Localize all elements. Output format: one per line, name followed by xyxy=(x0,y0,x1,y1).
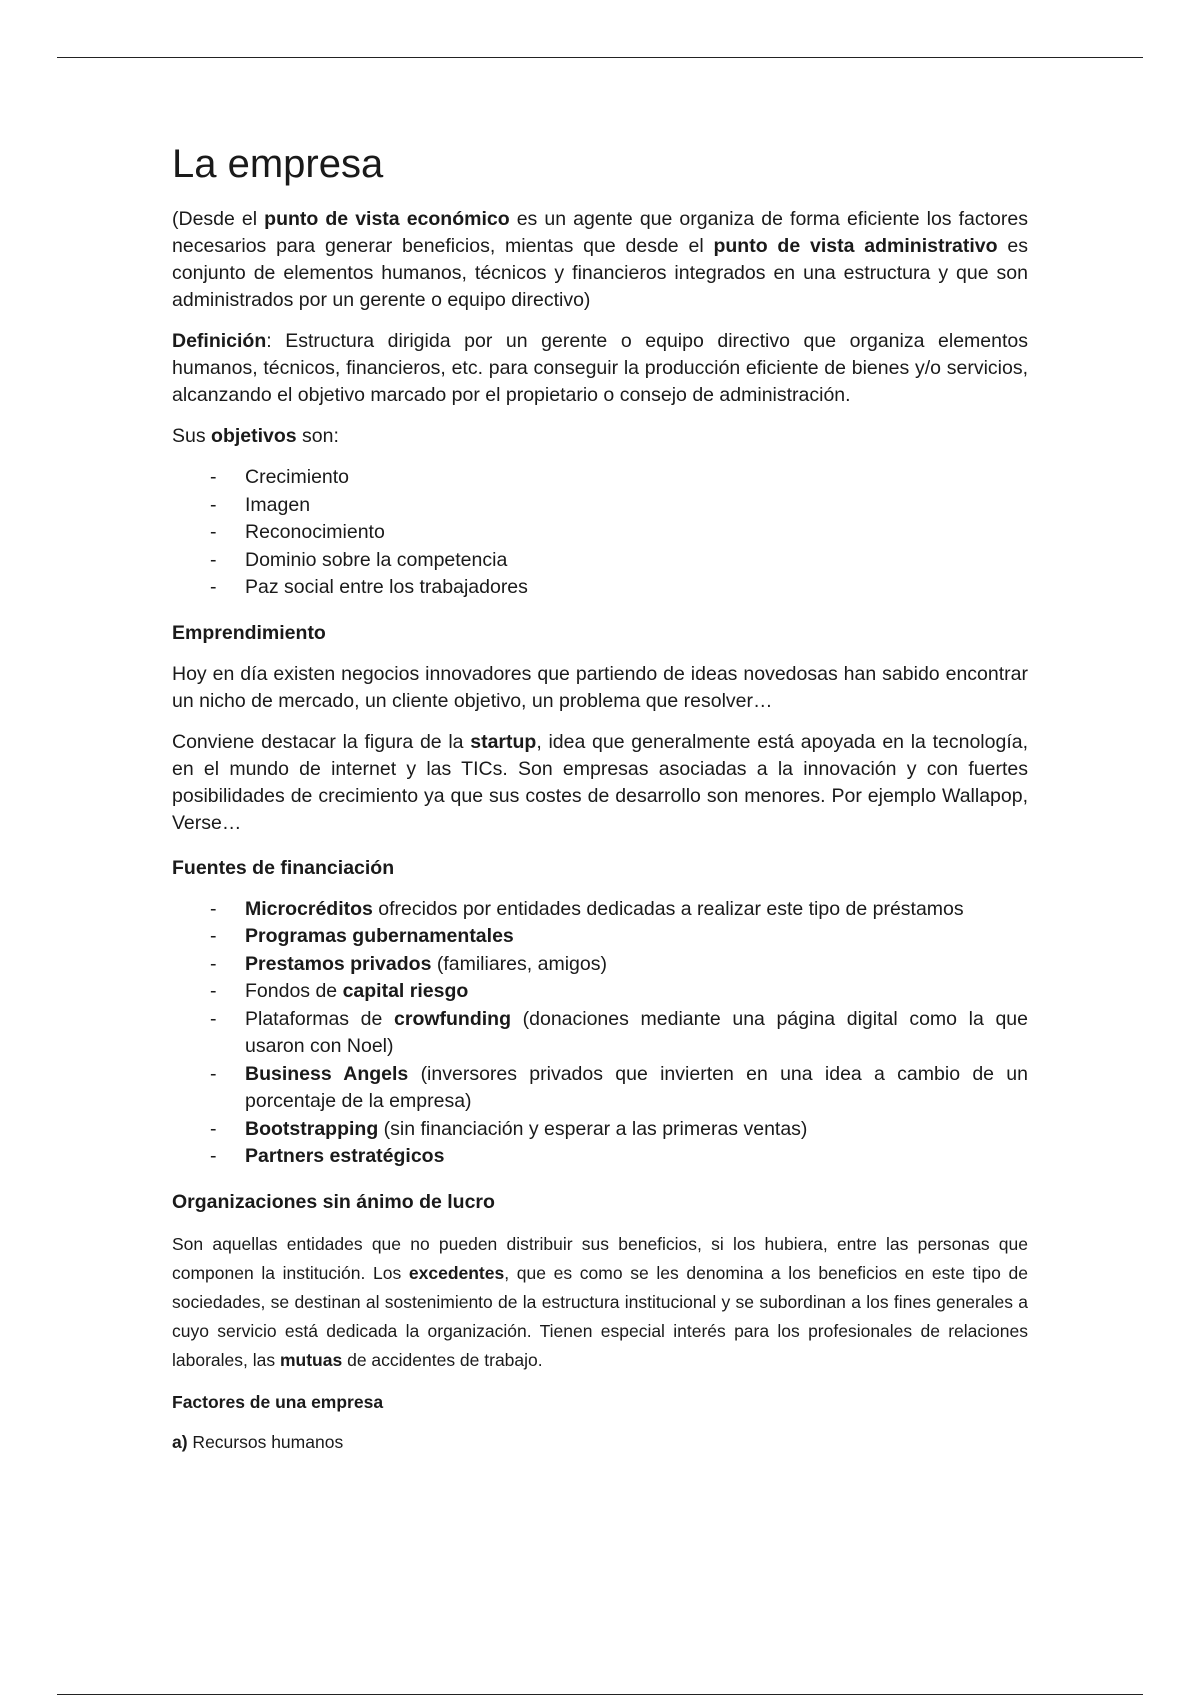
emprendimiento-paragraph-1: Hoy en día existen negocios innovadores que partiendo de ideas novedosas han sabido encontrar un nicho de mercado, un cliente objetivo, un problema que resolver… xyxy=(172,662,1028,712)
item-bold: crowfunding xyxy=(394,1007,511,1030)
list-item: - Imagen xyxy=(172,492,1028,520)
item-bold: Partners estratégicos xyxy=(245,1145,445,1167)
intro-bold: punto de vista económico xyxy=(264,208,510,230)
item-bold: Business Angels xyxy=(245,1062,409,1085)
item-bold: Prestamos privados xyxy=(245,952,432,975)
objectives-text: son: xyxy=(296,425,339,447)
item-text: (donaciones mediante una página digital como la que usaron con Noel) xyxy=(245,1007,1028,1057)
paragraph-text: , idea que generalmente está apoyada en la tecnología, en el mundo de internet y las TICs. Son empresas asociadas a la innovación y con fuertes posibilidades de crecimiento ya que sus costes de desarrollo son menores. Por ejemplo Wallapop, Verse… xyxy=(172,730,1029,834)
list-item: - Reconocimiento xyxy=(172,519,1028,547)
item-text: (familiares, amigos) xyxy=(431,952,607,975)
definition-label: Definición xyxy=(172,330,267,352)
item-text: Fondos de xyxy=(245,980,343,1002)
definition-paragraph xyxy=(172,328,1028,409)
item-text: (sin financiación y esperar a las primeras ventas) xyxy=(378,1117,808,1140)
section-heading-factores: Factores de una empresa xyxy=(172,1391,384,1412)
page-title: La empresa xyxy=(172,142,384,186)
paragraph-text: Son aquellas entidades que no pueden distribuir sus beneficios, si los hubiera, entre las personas que componen la institución. Los xyxy=(172,1233,1028,1283)
paragraph-bold: mutuas xyxy=(279,1349,343,1370)
objectives-bold: objetivos xyxy=(211,425,297,447)
intro-paragraph xyxy=(172,206,1028,314)
list-item xyxy=(172,1116,1028,1144)
item-text: Recursos humanos xyxy=(187,1431,344,1452)
list-item xyxy=(172,896,1028,924)
intro-text: es conjunto de elementos humanos, técnicos y financieros integrados en una estructura y que son administrados por un gerente o equipo directivo) xyxy=(172,235,1028,311)
intro-text: es un agente que organiza de forma eficiente los factores necesarios para generar beneficios, mientas que desde el xyxy=(172,208,1028,257)
item-bold: Bootstrapping xyxy=(245,1117,379,1140)
paragraph-text: , que es como se les denomina a los beneficios en este tipo de sociedades, se destinan al sostenimiento de la estructura institucional y se subordinan a los fines generales a cuyo servicio está dedicada la organización. Tienen especial interés para los profesionales de relaciones laborales, las xyxy=(172,1262,1028,1370)
list-item xyxy=(172,951,1028,979)
item-text: ofrecidos por entidades dedicadas a realizar este tipo de préstamos xyxy=(372,897,964,920)
intro-bold: punto de vista administrativo xyxy=(713,235,998,257)
intro-text: (Desde el xyxy=(172,208,265,230)
item-text: Plataformas de xyxy=(245,1007,395,1030)
item-bold: Programas gubernamentales xyxy=(245,925,514,947)
list-item xyxy=(172,978,1028,1006)
objectives-intro xyxy=(172,423,1028,450)
paragraph-text: Conviene destacar la figura de la xyxy=(172,730,471,753)
item-text: (inversores privados que invierten en una idea a cambio de un porcentaje de la empresa) xyxy=(245,1062,1028,1112)
section-heading-financiacion: Fuentes de financiación xyxy=(172,856,395,879)
definition-text: : Estructura dirigida por un gerente o equipo directivo que organiza elementos humanos, técnicos, financieros, etc. para conseguir la producción eficiente de bienes y/o servicios, alcanzando el objetivo marcado por el propietario o consejo de administración. xyxy=(172,330,1028,406)
header-rule xyxy=(57,57,1143,58)
paragraph-text: de accidentes de trabajo. xyxy=(342,1349,543,1370)
list-item xyxy=(172,1061,1028,1116)
paragraph-bold: startup xyxy=(470,730,537,753)
list-item: - Dominio sobre la competencia xyxy=(172,547,1028,575)
objectives-text: Sus xyxy=(172,425,212,447)
footer-rule xyxy=(57,1694,1143,1695)
document-page xyxy=(172,140,1028,1471)
objectives-list xyxy=(172,464,1028,602)
list-item xyxy=(172,923,1028,951)
list-item: - Crecimiento xyxy=(172,464,1028,492)
financiacion-list xyxy=(172,896,1028,1171)
list-item xyxy=(172,1006,1028,1061)
list-item xyxy=(172,1143,1028,1171)
factores-item xyxy=(172,1428,1028,1457)
item-bold: Microcréditos xyxy=(245,897,373,920)
sin-lucro-paragraph xyxy=(172,1230,1028,1375)
section-heading-sin-lucro: Organizaciones sin ánimo de lucro xyxy=(172,1190,495,1213)
paragraph-bold: excedentes xyxy=(408,1262,505,1283)
item-bold: capital riesgo xyxy=(342,980,469,1002)
list-item: - Paz social entre los trabajadores xyxy=(172,574,1028,602)
section-heading-emprendimiento: Emprendimiento xyxy=(172,621,326,644)
item-label: a) xyxy=(172,1431,188,1452)
emprendimiento-paragraph-2 xyxy=(172,729,1028,837)
sin-lucro-section xyxy=(172,1230,1028,1457)
